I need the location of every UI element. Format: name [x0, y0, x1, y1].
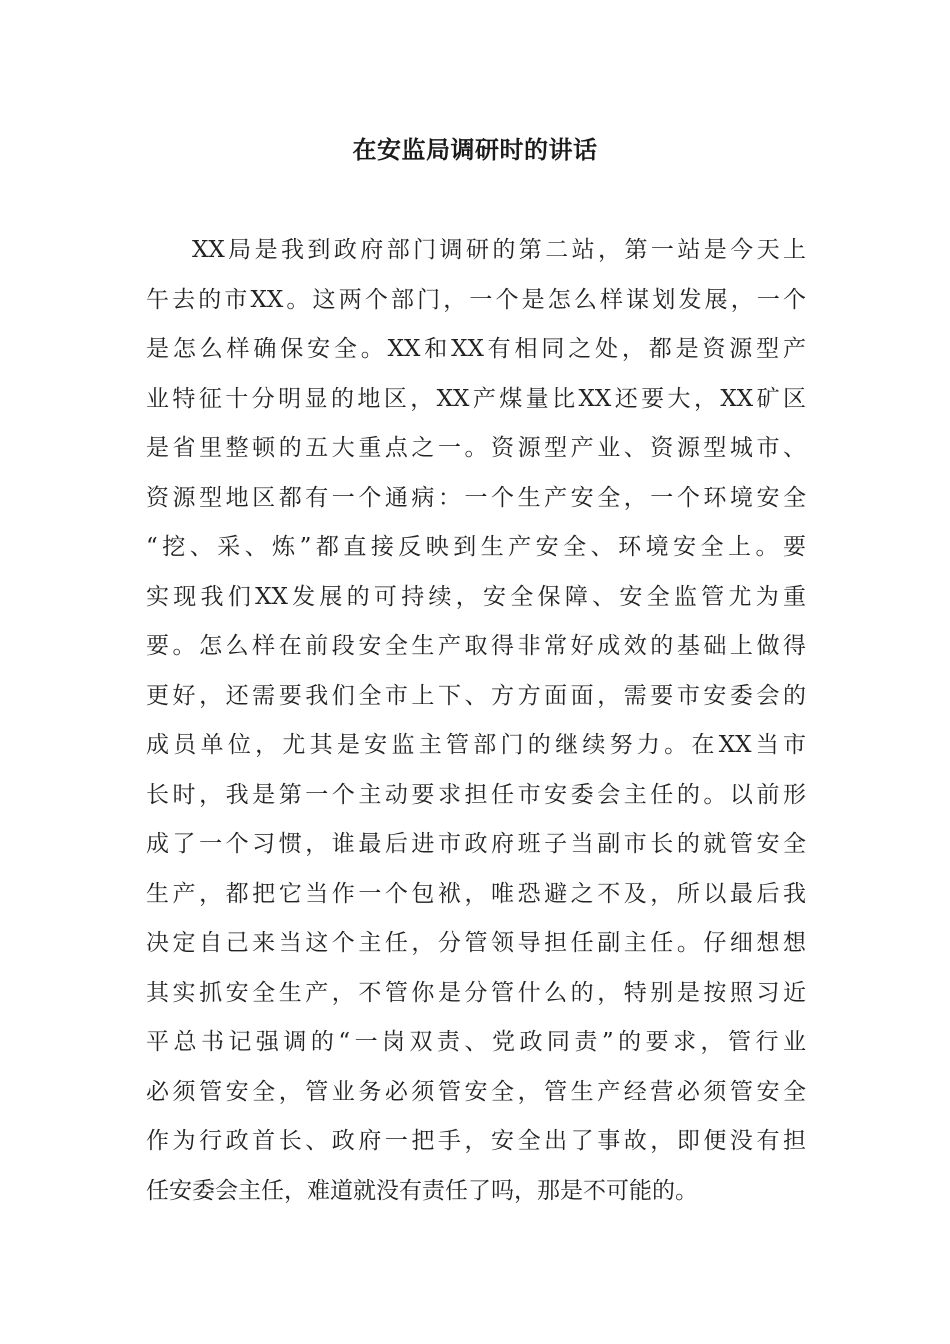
- document-body-paragraph: [146, 226, 806, 1216]
- paragraph-line: 平总书记强调的“一岗双责、党政同责”的要求，管行业: [146, 1029, 806, 1055]
- paragraph-line: 实现我们XX发展的可持续，安全保障、安全监管尤为重: [146, 583, 806, 610]
- paragraph-line: 业特征十分明显的地区，XX产煤量比XX还要大，XX矿区: [146, 385, 806, 412]
- paragraph-line: XX局是我到政府部门调研的第二站，第一站是今天上: [192, 237, 806, 263]
- paragraph-line: 生产，都把它当作一个包袱，唯恐避之不及，所以最后我: [146, 880, 806, 907]
- paragraph-line: 午去的市XX。这两个部门，一个是怎么样谋划发展，一个: [146, 286, 806, 313]
- paragraph-line: “挖、采、炼”都直接反映到生产安全、环境安全上。要: [146, 534, 806, 560]
- paragraph-line: 是怎么样确保安全。XX和XX有相同之处，都是资源型产: [146, 336, 806, 362]
- paragraph-line: 作为行政首长、政府一把手，安全出了事故，即便没有担: [146, 1128, 806, 1154]
- paragraph-line: 其实抓安全生产，不管你是分管什么的，特别是按照习近: [146, 979, 806, 1006]
- paragraph-line: 更好，还需要我们全市上下、方方面面，需要市安委会的: [146, 682, 806, 709]
- paragraph-line: 成员单位，尤其是安监主管部门的继续努力。在XX当市: [146, 732, 806, 758]
- paragraph-line: 长时，我是第一个主动要求担任市安委会主任的。以前形: [146, 781, 806, 808]
- paragraph-line: 要。怎么样在前段安全生产取得非常好成效的基础上做得: [146, 633, 806, 659]
- paragraph-line: 是省里整顿的五大重点之一。资源型产业、资源型城市、: [146, 435, 806, 461]
- paragraph-line: 资源型地区都有一个通病：一个生产安全，一个环境安全: [146, 484, 806, 511]
- paragraph-line: 任安委会主任，难道就没有责任了吗，那是不可能的。: [146, 1177, 698, 1204]
- paragraph-line: 必须管安全，管业务必须管安全，管生产经营必须管安全: [146, 1078, 806, 1105]
- paragraph-line: 成了一个习惯，谁最后进市政府班子当副市长的就管安全: [146, 831, 806, 857]
- paragraph-line: 决定自己来当这个主任，分管领导担任副主任。仔细想想: [146, 930, 806, 956]
- document-title: 在安监局调研时的讲话: [352, 136, 598, 164]
